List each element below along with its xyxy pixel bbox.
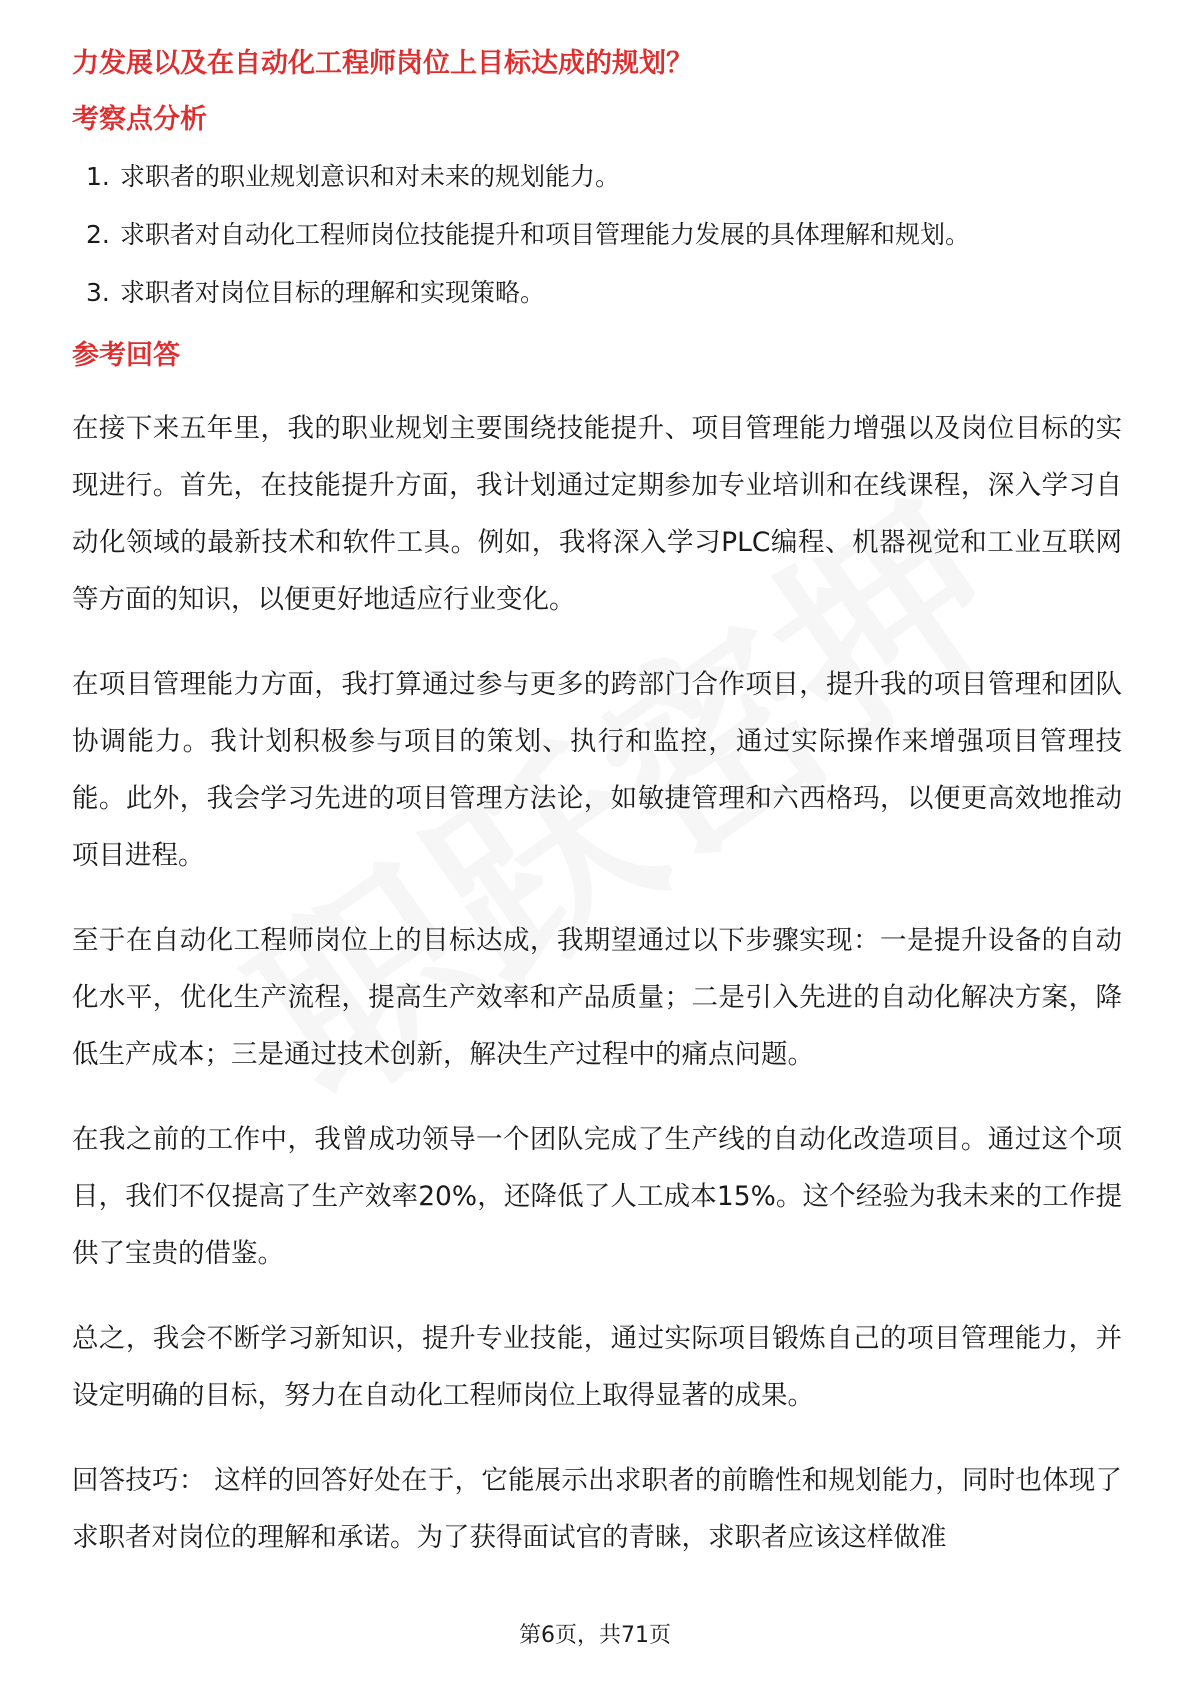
answer-tips-paragraph: 回答技巧： 这样的回答好处在于，它能展示出求职者的前瞻性和规划能力，同时也体现了求职者对岗位的理解和承诺。为了获得面试官的青睐，求职者应该这样做准 <box>72 1465 1122 1553</box>
answer-title: 参考回答 <box>72 340 180 371</box>
answer-paragraph-2: 在项目管理能力方面，我打算通过参与更多的跨部门合作项目，提升我的项目管理和团队协调能力。我计划积极参与项目的策划、执行和监控，通过实际操作来增强项目管理技能。此外，我会学习先进的项目管理方法论，如敏捷管理和六西格玛，以便更高效地推动项目进程。 <box>72 669 1122 871</box>
analysis-title: 考察点分析 <box>72 104 207 135</box>
page-number: 第6页，共71页 <box>519 1623 671 1648</box>
page-content <box>72 44 1122 1594</box>
list-item: 3. 求职者对岗位目标的理解和实现策略。 <box>86 278 546 307</box>
analysis-points-list <box>72 160 1122 310</box>
list-item: 2. 求职者对自动化工程师岗位技能提升和项目管理能力发展的具体理解和规划。 <box>86 220 971 249</box>
answer-paragraph-4: 在我之前的工作中，我曾成功领导一个团队完成了生产线的自动化改造项目。通过这个项目，我们不仅提高了生产效率20%，还降低了人工成本15%。这个经验为我未来的工作提供了宝贵的借鉴。 <box>72 1124 1122 1269</box>
list-item: 1. 求职者的职业规划意识和对未来的规划能力。 <box>86 162 621 191</box>
answer-paragraph-1: 在接下来五年里，我的职业规划主要围绕技能提升、项目管理能力增强以及岗位目标的实现进行。首先，在技能提升方面，我计划通过定期参加专业培训和在线课程，深入学习自动化领域的最新技术和软件工具。例如，我将深入学习PLC编程、机器视觉和工业互联网等方面的知识，以便更好地适应行业变化。 <box>72 413 1122 615</box>
answer-paragraph-5: 总之，我会不断学习新知识，提升专业技能，通过实际项目锻炼自己的项目管理能力，并设定明确的目标，努力在自动化工程师岗位上取得显著的成果。 <box>72 1323 1122 1411</box>
answer-paragraph-3: 至于在自动化工程师岗位上的目标达成，我期望通过以下步骤实现：一是提升设备的自动化水平，优化生产流程，提高生产效率和产品质量；二是引入先进的自动化解决方案，降低生产成本；三是通过技术创新，解决生产过程中的痛点问题。 <box>72 925 1122 1070</box>
question-continuation: 力发展以及在自动化工程师岗位上目标达成的规划？ <box>72 48 693 79</box>
